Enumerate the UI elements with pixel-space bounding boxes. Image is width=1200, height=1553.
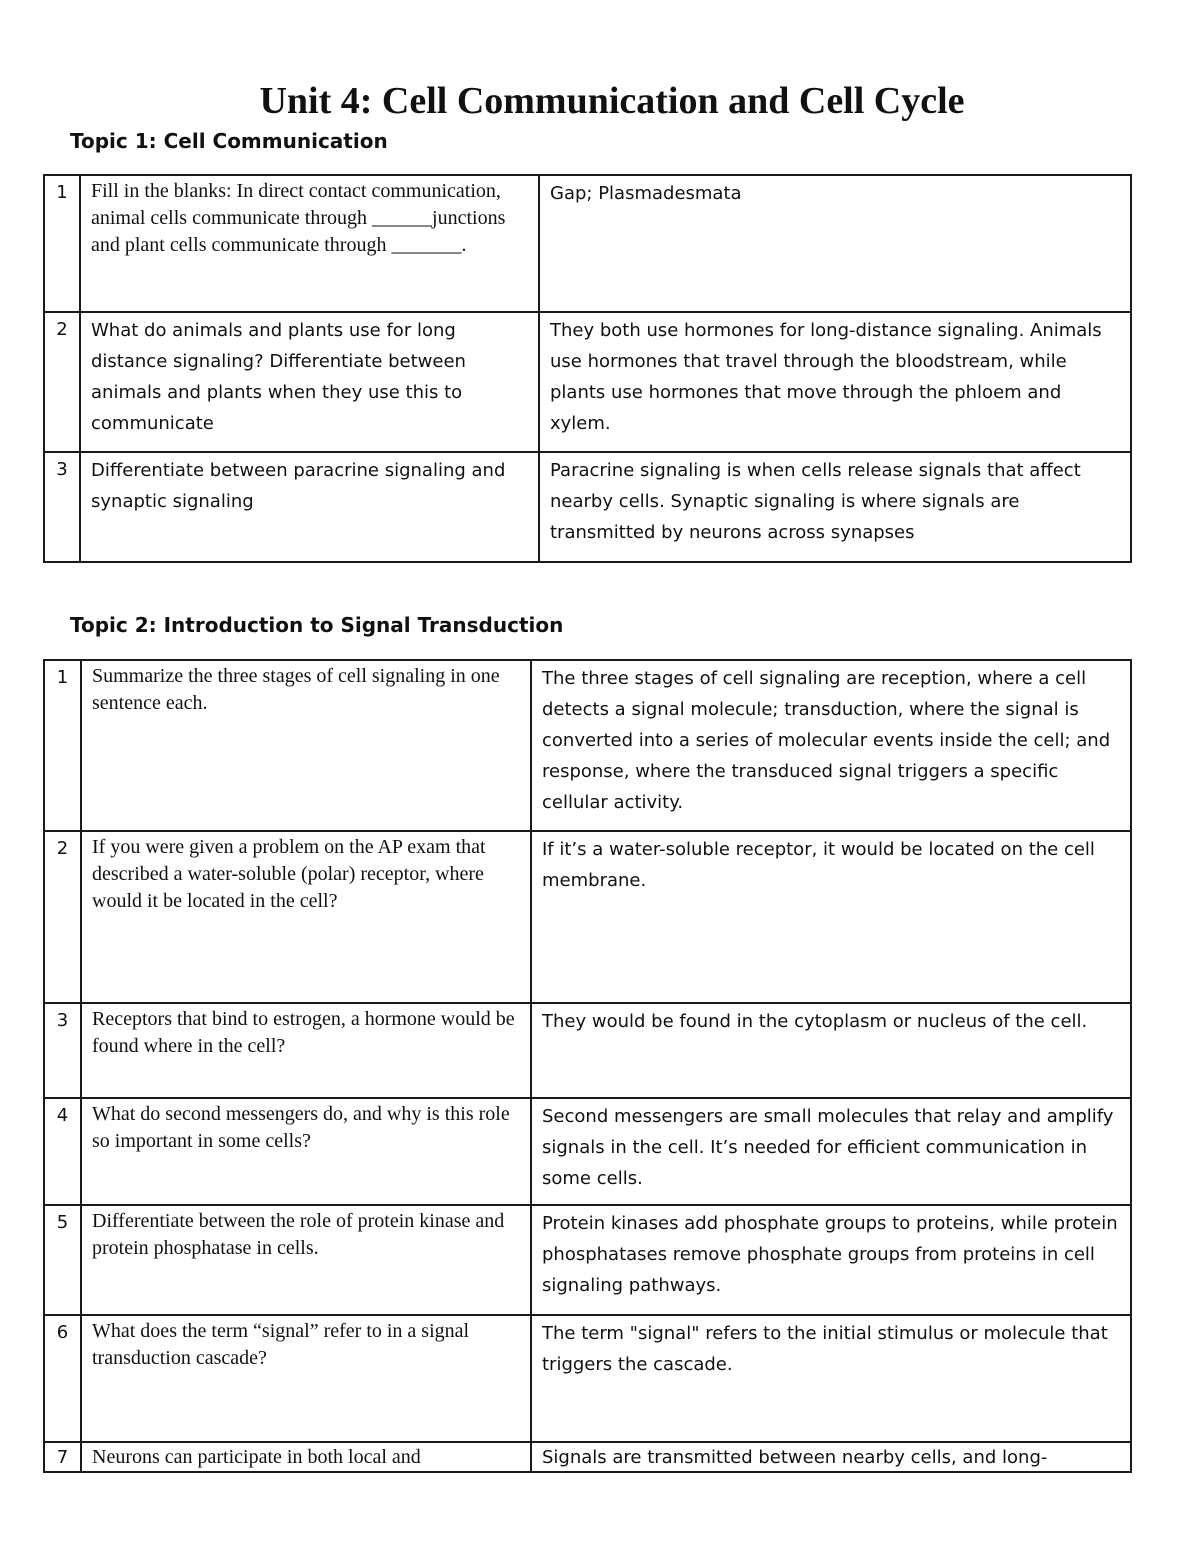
answer-cell: They both use hormones for long-distance signaling. Animals use hormones that travel through the bloodstream, while plants use hormones that move through the phloem and xylem. xyxy=(539,312,1131,452)
answer-cell: Paracrine signaling is when cells release signals that affect nearby cells. Synaptic signaling is where signals are transmitted by neurons across synapses xyxy=(539,452,1131,562)
table-row xyxy=(44,660,1131,831)
question-cell: If you were given a problem on the AP exam that described a water-soluble (polar) receptor, where would it be located in the cell? xyxy=(81,831,531,1003)
table-row xyxy=(44,1098,1131,1205)
row-number: 2 xyxy=(44,312,80,452)
row-number: 2 xyxy=(44,831,81,1003)
question-cell: Fill in the blanks: In direct contact communication, animal cells communicate through ______junctions and plant cells communicate through _______. xyxy=(80,175,539,312)
row-number: 4 xyxy=(44,1098,81,1205)
answer-cell: They would be found in the cytoplasm or nucleus of the cell. xyxy=(531,1003,1131,1098)
answer-cell: The term "signal" refers to the initial stimulus or molecule that triggers the cascade. xyxy=(531,1315,1131,1442)
table-row xyxy=(44,312,1131,452)
row-number: 3 xyxy=(44,1003,81,1098)
answer-cell: Protein kinases add phosphate groups to proteins, while protein phosphatases remove phosphate groups from proteins in cell signaling pathways. xyxy=(531,1205,1131,1315)
question-cell: Summarize the three stages of cell signaling in one sentence each. xyxy=(81,660,531,831)
page-title: Unit 4: Cell Communication and Cell Cycle xyxy=(259,80,965,122)
topic-1-table xyxy=(43,174,1132,563)
answer-cell: Gap; Plasmadesmata xyxy=(539,175,1131,312)
table-row xyxy=(44,452,1131,562)
table-row xyxy=(44,1315,1131,1442)
row-number: 6 xyxy=(44,1315,81,1442)
table-row xyxy=(44,1442,1131,1472)
row-number: 3 xyxy=(44,452,80,562)
question-cell: Receptors that bind to estrogen, a hormone would be found where in the cell? xyxy=(81,1003,531,1098)
row-number: 7 xyxy=(44,1442,81,1472)
question-cell: What does the term “signal” refer to in a signal transduction cascade? xyxy=(81,1315,531,1442)
question-cell: Differentiate between the role of protein kinase and protein phosphatase in cells. xyxy=(81,1205,531,1315)
table-row xyxy=(44,1003,1131,1098)
answer-cell: Second messengers are small molecules that relay and amplify signals in the cell. It’s needed for efficient communication in some cells. xyxy=(531,1098,1131,1205)
table-row xyxy=(44,831,1131,1003)
answer-cell: The three stages of cell signaling are reception, where a cell detects a signal molecule; transduction, where the signal is converted into a series of molecular events inside the cell; and response, where the transduced signal triggers a specific cellular activity. xyxy=(531,660,1131,831)
row-number: 1 xyxy=(44,660,81,831)
topic-1-heading: Topic 1: Cell Communication xyxy=(70,129,388,153)
row-number: 1 xyxy=(44,175,80,312)
topic-2-table xyxy=(43,659,1132,1473)
answer-cell: Signals are transmitted between nearby cells, and long- xyxy=(531,1442,1131,1472)
question-cell: Differentiate between paracrine signaling and synaptic signaling xyxy=(80,452,539,562)
question-cell: What do animals and plants use for long distance signaling? Differentiate between animals and plants when they use this to communicate xyxy=(80,312,539,452)
topic-2-heading: Topic 2: Introduction to Signal Transduction xyxy=(70,613,564,637)
row-number: 5 xyxy=(44,1205,81,1315)
table-row xyxy=(44,175,1131,312)
question-cell: What do second messengers do, and why is this role so important in some cells? xyxy=(81,1098,531,1205)
question-cell: Neurons can participate in both local and xyxy=(81,1442,531,1472)
answer-cell: If it’s a water-soluble receptor, it would be located on the cell membrane. xyxy=(531,831,1131,1003)
table-row xyxy=(44,1205,1131,1315)
